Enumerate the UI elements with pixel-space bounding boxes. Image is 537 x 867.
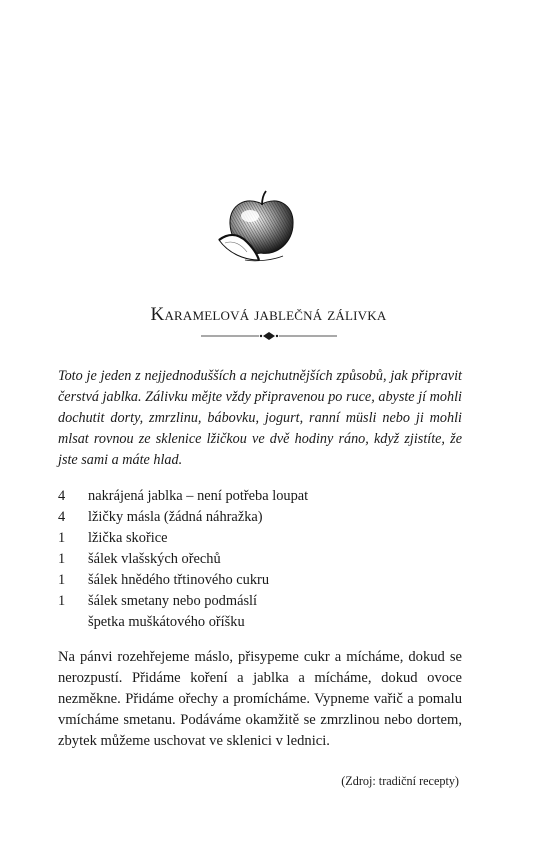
ingredient-name: šálek smetany nebo podmáslí: [88, 593, 258, 609]
recipe-source: (Zdroj: tradiční recepty): [341, 774, 459, 788]
ingredient-item: [58, 528, 478, 549]
ingredient-quantity: 1: [58, 530, 66, 546]
recipe-intro: Toto je jeden z nejjednodušších a nejchutnějších způsobů, jak připravit čerstvá jablka. Zálivku mějte vždy připravenou po ruce, abyste jí mohli dochutit dorty, zmrzlinu, bábovku, jogurt, ranní müsli nebo ji mohli mlsat rovnou ze sklenice lžičkou ve dvě hodiny ráno, když zjistíte, že jste sami a máte hlad.: [58, 368, 462, 468]
ingredient-quantity: 4: [58, 509, 66, 525]
recipe-title: [0, 304, 537, 326]
ingredient-name: špetka muškátového oříšku: [88, 614, 245, 630]
ingredient-quantity: [58, 612, 88, 633]
ingredient-quantity: 1: [58, 572, 66, 588]
ingredient-name: šálek vlašských ořechů: [88, 551, 221, 567]
ingredient-quantity: 1: [58, 593, 66, 609]
divider-ornament-icon: [199, 330, 339, 342]
ingredient-name: lžička skořice: [88, 530, 168, 546]
ingredient-item: [58, 549, 478, 570]
ingredient-item: [58, 507, 478, 528]
ingredient-item: [58, 486, 478, 507]
recipe-title-rest: aramelová jablečná zálivka: [164, 304, 387, 325]
apple-with-slice-engraving-icon: [217, 190, 301, 268]
ingredient-name: šálek hnědého třtinového cukru: [88, 572, 270, 588]
ingredient-quantity: 4: [58, 488, 66, 504]
recipe-method: Na pánvi rozehřejeme máslo, přisypeme cukr a mícháme, dokud se nerozpustí. Přidáme koření a jablka a mícháme, dokud ovoce nezměkne. Přidáme ořechy a promícháme. Vypneme vařič a pomalu vmícháme smetanu. Podáváme okamžitě se zmrzlinou nebo dortem, zbytek můžeme uschovat ve sklenici v lednici.: [58, 649, 462, 749]
ingredient-name: lžičky másla (žádná náhražka): [88, 509, 263, 525]
ingredient-quantity: 1: [58, 551, 66, 567]
ingredient-item: [58, 612, 478, 633]
ingredient-list: [58, 486, 478, 633]
ingredient-name: nakrájená jablka – není potřeba loupat: [88, 488, 309, 504]
ingredient-item: [58, 570, 478, 591]
recipe-title-initial: K: [150, 304, 165, 325]
ingredient-item: [58, 591, 478, 612]
